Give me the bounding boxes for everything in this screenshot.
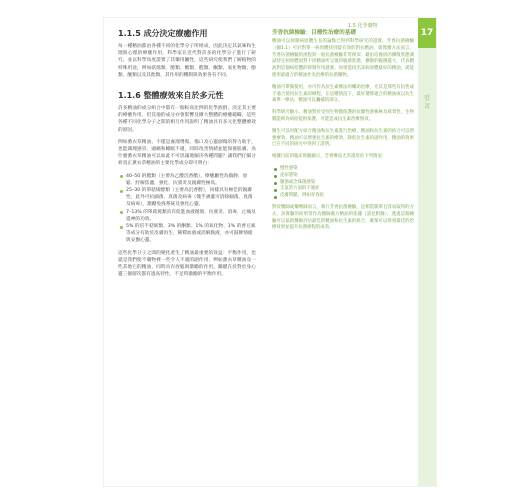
list-item: 5% 的倍半萜烯類、3% 的酮類、1% 的氧化物、1% 的香豆素等成分有助於皮膚再生、稀釋血液或消解黏液，亦可鼓舞情緒與安撫心靈。 xyxy=(126,224,256,244)
paragraph: 每一種精油都由各種不同的化學分子所組成，因此決定其氣味和生理與心理的療癒作用，科學家在近代對許多的化學分子進行了研究，並以科學角度證實了其藥用屬性，這些研究使我們了解植物的特殊用途，例如萜烯類、醇類、酯類、醛類、酮類、氧化物類、酚類、醚類以及其他類，其作用的機制與效果各有不同。 xyxy=(118,44,256,78)
list-item: 支氣管方面的不適症 xyxy=(280,186,414,193)
list-item: 40–50 的酯類（主要為乙酸沉香酯），療癒屬性為鎮靜、放鬆、紓解焦慮，強化、抗發炎及親膚性極高。 xyxy=(126,173,256,187)
list-item: 慢性感染 xyxy=(280,166,414,173)
component-list xyxy=(118,173,256,245)
section-heading-1: 1.1.5 成分決定療癒作用 xyxy=(118,29,208,38)
left-column xyxy=(118,28,256,283)
sidebar-label: 引言 xyxy=(423,95,430,110)
list-item: 7–13% 的單萜烯類具有促進血液循環、抗發炎、消毒、止痛及提神的功效。 xyxy=(126,209,256,222)
paragraph: 許多精油的成分組合中都有一個較高比例的化學族群，決定其主要的療癒作用，但其他的成分亦會影響及擴大整體的療癒範疇，這些各種不同化學分子之間的相互作用說明了精油具有多元化整體療效的原因。 xyxy=(118,106,256,133)
indication-list xyxy=(272,166,414,200)
paragraph: 例如薰衣草精油，不僅是處理燙傷、傷口及心靈創傷的得力助手，也能調理感冒、頭痛和睡眠不適，同時改善情緒並能保養肌膚，為什麼薰衣草精油可以如此不可思議地解決各種問題？讓我們仔細分析真正薰衣草精油的主要化學成分即可明白： xyxy=(118,139,256,167)
paragraph: 科學研究顯示，精油對於受到生物膜保護的抗藥性菌株極具威脅性，生物膜能夠為病原提供保護，可能造成抗生素治療無效。 xyxy=(272,110,414,122)
list-item: 25–30 的單萜烯醇類（主要為沉香醇），同樣具有極佳的親膚性，此外可抗細菌、真菌及病毒（幾乎涵蓋可消除細菌、真菌及病毒），激勵免疫系統及強化心靈。 xyxy=(126,187,256,209)
paragraph: 醫生可以用配方結合精油和抗生素進行治療，精油和抗生素的結合可以增強療效，精油可以增強抗生素的療效、降低抗生素的副作用，精油的效果已在不同的研究中得到了證明。 xyxy=(272,128,414,148)
right-column-box xyxy=(272,28,414,237)
list-item: 黴菌或念珠菌感染 xyxy=(280,180,414,187)
chapter-sidebar xyxy=(418,18,436,486)
section-heading-2: 1.1.6 整體療效來自於多元性 xyxy=(118,91,224,101)
paragraph: 這些化學分子之間的變化產生了精油最重要的效益：平衡作用，也就是我們使不藥物裡一些令人不適的副作用，例如薰衣草精油及一些其他它的精油，同時具有放鬆與激勵的作用，關鍵在於對於身心靈三個層次都有過高特性，不足時激勵的平衡作用。 xyxy=(118,250,256,278)
box-title: 芳香抗菌檢驗：目標性治療的基礎 xyxy=(272,30,356,36)
running-head: 1.5 化學藥物 xyxy=(348,23,378,29)
page-number: 17 xyxy=(420,28,434,38)
paragraph: 精油可以抑制病原體生長的論點已得到科學研究的證實，芳香抗菌檢驗（圖1.1）可針對單一病原體找到最有效的對抗精油，就像醫方法而言，芳香抗菌檢驗的流程與一般抗菌檢驗非常相似：藉由培養皿的擴散狀態測試特定病原體面對不同精油所呈現的敏感狀態，擴散的範圍越大，代表精油對這個病原體的抑制作用越強。如果能找出該病原體最好的精油，就能使用最適合的精油作為治療的抗菌藥物。 xyxy=(272,39,414,78)
list-item: 泌尿感染 xyxy=(280,173,414,180)
list-item: 皮膚問題，例如青春痘 xyxy=(280,193,414,200)
paragraph: 對於醫師或藥劑師而言，執行芳香抗菌檢驗，是相當簡單且容易取得的方式，該實驗的結果常作為醫師處方精油的依據（請見附錄），透過這個檢驗可以協助醫師評估最佳的精油和抗生素的組合，確保可以得到最佳的治療效果並提升抗菌療程的成效。 xyxy=(272,204,414,231)
paragraph: 根據目前的臨床經驗顯示，芳香療法尤其適用於下列情況： xyxy=(272,154,387,160)
page-number-tab xyxy=(418,18,436,48)
paragraph: 精油可單獨使用，亦可作為抗生素療法的輔助治療，尤其是那些有抗性或不適合使用抗生素的療程，在這種情況下，最好選擇適合的精油或以抗生素單一療法，精油可以彌補的部分。 xyxy=(272,84,414,104)
